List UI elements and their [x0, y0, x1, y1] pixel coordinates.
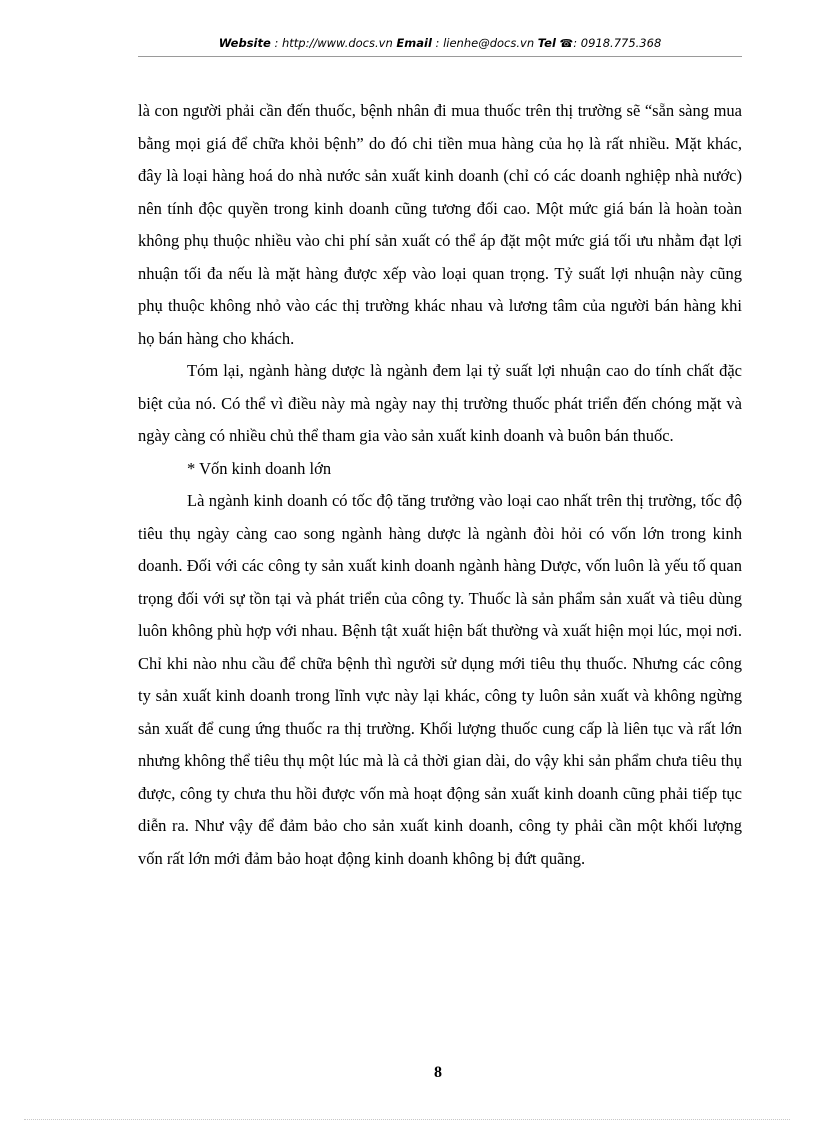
paragraph-2: Tóm lại, ngành hàng dược là ngành đem lại tỷ suất lợi nhuận cao do tính chất đặc biệt của nó. Có thể vì điều này mà ngày nay thị trường thuốc phát triển đến chóng mặt và ngày càng có nhiều chủ thể tham gia vào sản xuất kinh doanh và buôn bán thuốc.	[138, 361, 742, 445]
document-body	[138, 95, 742, 875]
page-border	[24, 1119, 790, 1120]
page-header	[138, 36, 742, 50]
header-sep: :	[270, 36, 282, 50]
tel-label: Tel	[537, 36, 556, 50]
header-sep: :	[573, 36, 581, 50]
paragraph-3: Là ngành kinh doanh có tốc độ tăng trưởng vào loại cao nhất trên thị trường, tốc độ tiêu thụ ngày càng cao song ngành hàng dược là ngành đòi hỏi có vốn lớn trong kinh doanh. Đối với các công ty sản xuất kinh doanh ngành hàng Dược, vốn luôn là yếu tố quan trọng đối với sự tồn tại và phát triển của công ty. Thuốc là sản phẩm sản xuất và tiêu dùng luôn không phù hợp với nhau. Bệnh tật xuất hiện bất thường và xuất hiện mọi lúc, mọi nơi. Chỉ khi nào nhu cầu để chữa bệnh thì người sử dụng mới tiêu thụ thuốc. Nhưng các công ty sản xuất kinh doanh trong lĩnh vực này lại khác, công ty luôn sản xuất và không ngừng sản xuất để cung ứng thuốc ra thị trường. Khối lượng thuốc cung cấp là liên tục và rất lớn nhưng không thể tiêu thụ một lúc mà là cả thời gian dài, do vậy khi sản phẩm chưa tiêu thụ được, công ty chưa thu hồi được vốn mà hoạt động sản xuất kinh doanh cũng phải tiếp tục diễn ra. Như vậy để đảm bảo cho sản xuất kinh doanh, công ty phải cần một khối lượng vốn rất lớn mới đảm bảo hoạt động kinh doanh không bị đứt quãng.	[138, 491, 742, 868]
tel-number: 0918.775.368	[580, 36, 662, 50]
page-number: 8	[434, 1064, 442, 1081]
section-heading: * Vốn kinh doanh lớn	[187, 458, 332, 478]
header-divider	[138, 56, 742, 57]
phone-icon: ☎	[559, 37, 574, 50]
email-label: Email	[396, 36, 432, 50]
header-sep: :	[431, 36, 444, 50]
paragraph-1: là con người phải cần đến thuốc, bệnh nhân đi mua thuốc trên thị trường sẽ “sẵn sàng mua bằng mọi giá để chữa khỏi bệnh” do đó chi tiền mua hàng của họ là rất nhiều. Mặt khác, đây là loại hàng hoá do nhà nước sản xuất kinh doanh (chỉ có các doanh nghiệp nhà nước) nên tính độc quyền trong kinh doanh cũng tương đối cao. Một mức giá bán là hoàn toàn không phụ thuộc nhiều vào chi phí sản xuất có thể áp đặt một mức giá tối ưu nhằm đạt lợi nhuận tối đa nếu là mặt hàng được xếp vào loại quan trọng. Tỷ suất lợi nhuận này cũng phụ thuộc không nhỏ vào các thị trường khác nhau và lương tâm của người bán hàng khi họ bán hàng cho khách.	[138, 101, 742, 348]
website-label: Website	[218, 36, 271, 50]
email-link[interactable]: lienhe@docs.vn	[443, 36, 535, 50]
website-link[interactable]: http://www.docs.vn	[281, 36, 393, 50]
